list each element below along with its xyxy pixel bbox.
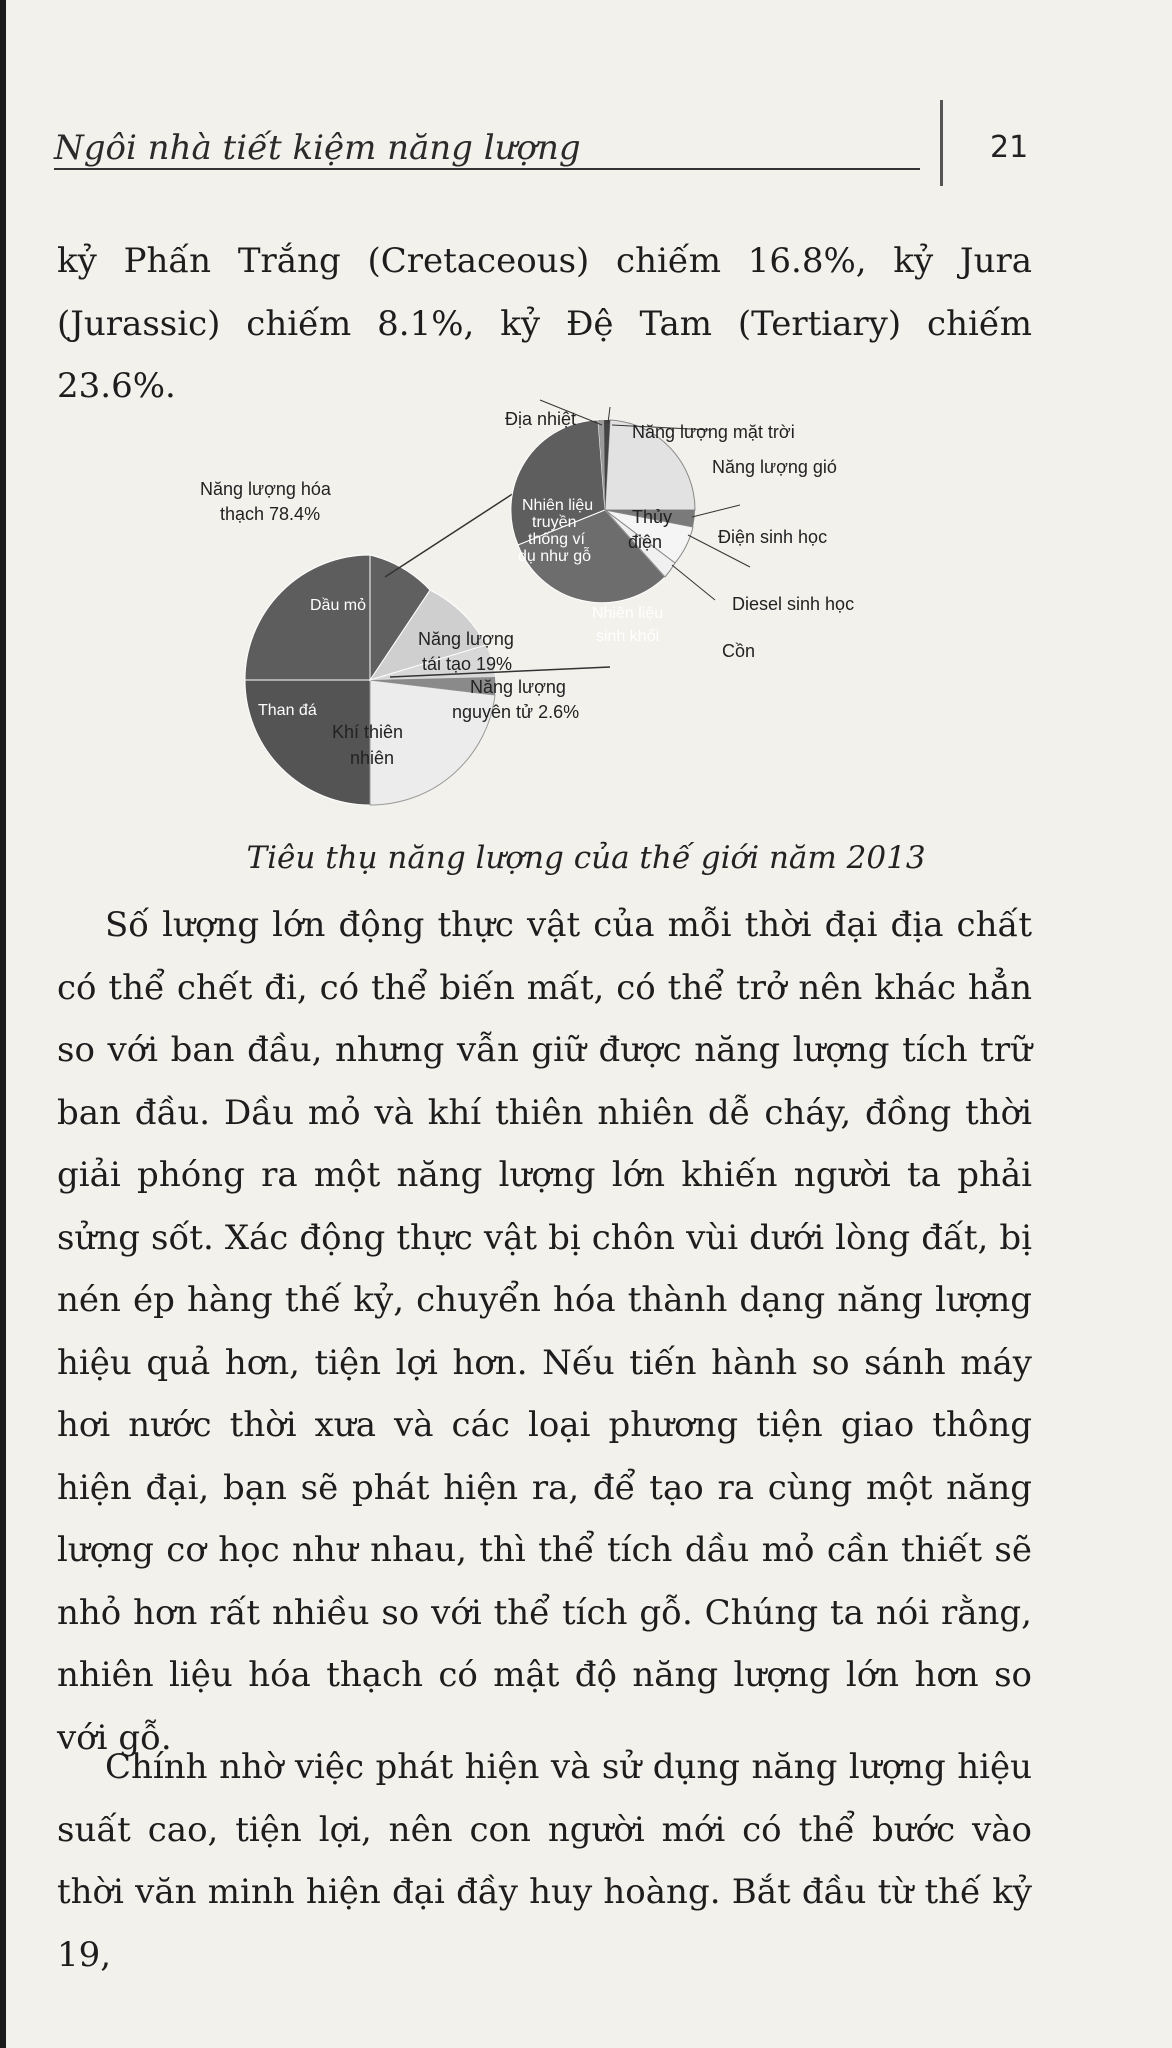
label-bioelectric: Điện sinh học [718,527,828,547]
paragraph-body-2: Chính nhờ việc phát hiện và sử dụng năng lượng hiệu suất cao, tiện lợi, nên con người mới có thể bước vào thời văn minh hiện đại đầy huy hoàng. Bắt đầu từ thế kỷ 19, [57,1747,1032,1975]
label-nuclear-1: Năng lượng [470,677,566,697]
book-spine-edge [0,0,6,2048]
label-gas-2: nhiên [350,748,395,768]
label-biomass-1: Nhiên liệu [592,605,664,622]
label-geothermal: Địa nhiệt [505,409,577,429]
label-nuclear-2: nguyên tử 2.6% [452,702,580,722]
label-renewable-2: tái tạo 19% [422,654,513,674]
pie-slice-fossil-dark-2 [245,680,370,805]
paragraph-intro: kỷ Phấn Trắng (Cretaceous) chiếm 16.8%, kỷ Jura (Jurassic) chiếm 8.1%, kỷ Đệ Tam (Tertiary) chiếm 23.6%. [57,241,1032,406]
label-wind: Năng lượng gió [712,457,837,477]
figure-caption: Tiêu thụ năng lượng của thế giới năm 2013 [246,840,926,876]
page-number: 21 [990,130,1029,165]
label-hydro-2: điện [628,532,663,552]
label-traditional-4: dụ như gỗ [518,548,591,565]
label-fossil-2: thạch 78.4% [220,504,321,524]
label-fossil-1: Năng lượng hóa [200,479,331,499]
label-renewable-1: Năng lượng [418,629,514,649]
running-title: Ngôi nhà tiết kiệm năng lượng [54,128,581,168]
label-hydro-1: Thủy [632,507,673,527]
pie-slice-gas [370,680,495,805]
leader-line [672,565,715,600]
label-traditional-3: thống ví [528,531,585,548]
label-gas-1: Khí thiên [332,722,404,742]
label-traditional-2: truyền [532,514,577,531]
label-biodiesel: Diesel sinh học [732,594,855,614]
header-divider [940,100,943,186]
label-biomass-2: sinh khối [596,628,660,645]
label-oil: Dầu mỏ [310,597,367,614]
leader-line [692,505,740,517]
energy-pie-figure [140,395,880,825]
paragraph-body-1: Số lượng lớn động thực vật của mỗi thời đại địa chất có thể chết đi, có thể biến mất, có thể trở nên khác hẳn so với ban đầu, nhưng vẫn giữ được năng lượng tích trữ ban đầu. Dầu mỏ và khí thiên nhiên dễ cháy, đồng thời giải phóng ra một năng lượng lớn khiến người ta phải sửng sốt. Xác động thực vật bị chôn vùi dưới lòng đất, bị nén ép hàng thế kỷ, chuyển hóa thành dạng năng lượng hiệu quả hơn, tiện lợi hơn. Nếu tiến hành so sánh máy hơi nước thời xưa và các loại phương tiện giao thông hiện đại, bạn sẽ phát hiện ra, để tạo ra cùng một năng lượng cơ học như nhau, thì thể tích dầu mỏ cần thiết sẽ nhỏ hơn rất nhiều so với thể tích gỗ. Chúng ta nói rằng, nhiên liệu hóa thạch có mật độ năng lượng lớn hơn so với gỗ. [57,905,1032,1758]
label-traditional-1: Nhiên liệu [522,497,594,514]
label-alcohol: Cồn [722,641,756,661]
header-rule [54,168,920,170]
label-coal: Than đá [258,702,317,719]
label-solar: Năng lượng mặt trời [632,422,795,442]
